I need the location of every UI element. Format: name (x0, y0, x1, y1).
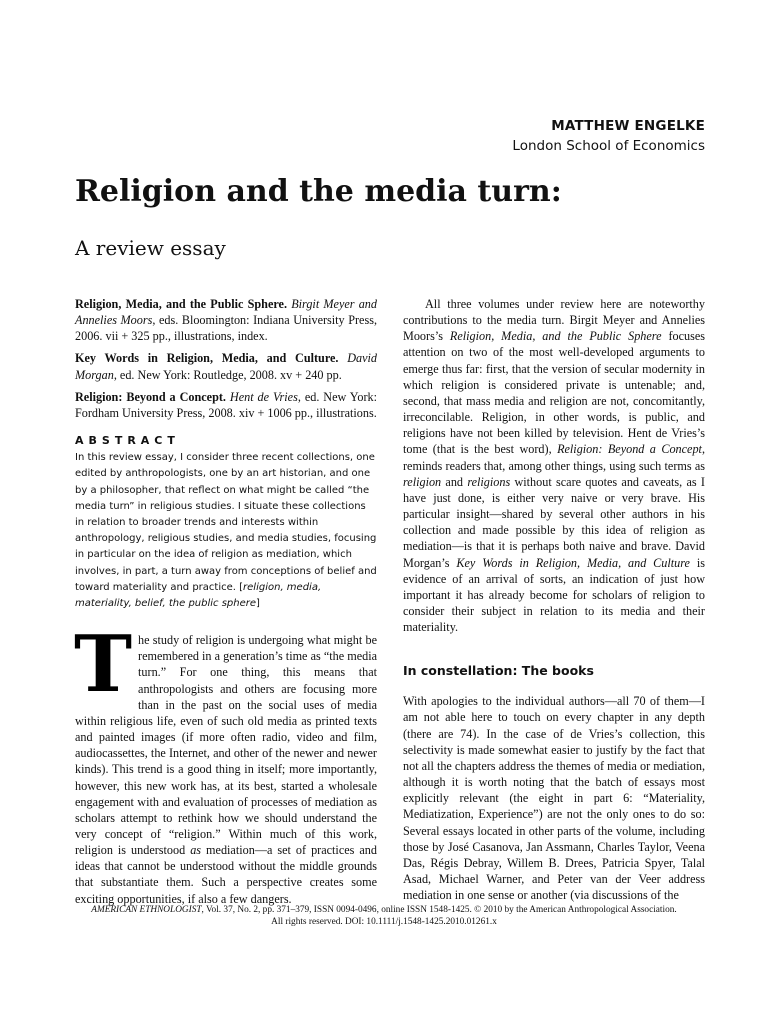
text-run: , reminds readers that, among other things, using such terms as (403, 442, 705, 473)
book-details: , ed. New York: Routledge, 2008. xv + 240 pp. (113, 367, 342, 382)
left-column (75, 296, 377, 907)
book-title-ref: Religion: Beyond a Concept (557, 442, 702, 457)
text-run: without scare quotes and caveats, as I have just done, is either very naive or very brave. His particular insight—shared by several other authors in his collection and made possible by this idea of religion as mediation—is that it is perhaps both naive and brave. David Morgan’s (403, 474, 705, 570)
intro-text-1: he study of religion is undergoing what might be remembered in a generation’s time as “the media turn.” For one thing, this means that anthropologists and others are focusing more than in the past on the social uses of media within religious life, even of such old media as printed texts and painted images (if more often radio, video and film, audiocassettes, the Internet, and other of the newer and newer kinds). This trend is a good thing in itself; more importantly, however, this new work has, at its best, started a wholesale engagement with and evaluation of processes of mediation as scholars attempt to rethink how we should understand the very concept of “religion.” Within much of this work, religion is understood (75, 633, 377, 858)
journal-name: AMERICAN ETHNOLOGIST (91, 905, 202, 915)
abstract-body: In this review essay, I consider three recent collections, one edited by anthropologists, one by an art historian, and one by a philosopher, that reflect on what might be called “the media turn” in religious studies. I situate these collections in relation to broader trends and interests within anthropology, religious studies, and media studies, focusing in particular on the idea of religion as mediation, which involves, in part, a turn away from conceptions of belief and toward materiality and practice. (75, 452, 377, 593)
drop-cap: T (74, 619, 133, 711)
right-column (403, 296, 705, 903)
emphasis: religion (403, 474, 442, 489)
article-subtitle: A review essay (75, 236, 226, 260)
book-title: Key Words in Religion, Media, and Culture. (75, 351, 339, 366)
book-title: Religion, Media, and the Public Sphere. (75, 297, 288, 311)
author-affiliation: London School of Economics (512, 138, 705, 154)
text-run: focuses attention on two of the most well-developed arguments to emerge thus far: first, that the version of secular modernity in which religion is considered private is untenable; and, second, that mass media and religion are not, concomitantly, irreconcilable. Religion, in other words, is public, and religions have not been killed by television. Hent de Vries’s tome (that is the best word), (403, 329, 705, 457)
book-editors: Hent de Vries (229, 389, 298, 404)
article-title: Religion and the media turn: (75, 174, 562, 209)
footer-citation (80, 905, 688, 917)
page-footer (80, 905, 688, 928)
author-name: MATTHEW ENGELKE (551, 118, 705, 134)
overview-paragraph (403, 296, 705, 635)
intro-emphasis: as (190, 843, 202, 858)
book-title: Religion: Beyond a Concept. (75, 389, 226, 404)
abstract-text: In this review essay, I consider three recent collections, one edited by anthropologists, one by an art historian, and one by a philosopher, that reflect on what might be called “the media turn” in religious studies. I situate these collections in relation to broader trends and interests within anthropology, religious studies, and media studies, focusing in particular on the idea of religion as mediation, which involves, in part, a turn away from conceptions of belief and toward materiality and practice. [religion, media, materiality, belief, the public sphere] (75, 452, 377, 609)
intro-paragraph (74, 619, 377, 907)
abstract-keywords: religion, media, materiality, belief, the public sphere (75, 581, 322, 609)
book-title-ref: Religion, Media, and the Public Sphere (449, 329, 662, 344)
book-editors: David Morgan (75, 351, 377, 382)
book-editors: Birgit Meyer and Annelies Moors (75, 297, 377, 328)
footer-rights: All rights reserved. DOI: 10.1111/j.1548-1425.2010.01261.x (271, 916, 497, 927)
book-entry (75, 389, 377, 421)
book-details: , eds. Bloomington: Indiana University Press, 2006. vii + 325 pp., illustrations, index. (75, 313, 377, 344)
book-entry (75, 350, 377, 382)
intro-text-2: mediation—a set of practices and ideas that cannot be understood without the middle grounds that substantiate them. Such a perspective creates some exciting opportunities, if also a few dangers. (75, 843, 377, 906)
emphasis: religions (467, 474, 511, 489)
text-run: All three volumes under review here are noteworthy contributions to the media turn. Birgit Meyer and Annelies Moors’s (403, 297, 705, 344)
book-entry (75, 296, 377, 344)
section-heading: In constellation: The books (403, 663, 594, 679)
text-run: is evidence of an arrival of sorts, an indication of just how important it has already become for scholars of religion to consider their subject in relation to its media and their materiality. (403, 555, 705, 635)
citation-details: , Vol. 37, No. 2, pp. 371–379, ISSN 0094-0496, online ISSN 1548-1425. © 2010 by the American Anthropological Association. (201, 905, 677, 915)
abstract-heading: ABSTRACT (75, 434, 180, 448)
author-block (512, 117, 705, 157)
section-paragraph: With apologies to the individual authors—all 70 of them—I am not able here to touch on every chapter in any depth (there are 74). In the case of de Vries’s collection, this selectivity is made somewhat easier to justify by the fact that not all the chapters address the themes of media or mediation, although it is worth noting that the batch of essays most explicitly relevant (the eight in part 6: “Materiality, Mediatization, Experience”) are not the only ones to do so: Several essays located in other parts of the volume, including those by José Casanova, Jan Assmann, Charles Taylor, Veena Das, Régis Debray, Willem B. Drees, Patricia Spyer, Talal Asad, Michael Warner, and Peter van der Veer address mediation in one sense or another (via discussions of the (403, 694, 705, 903)
text-run: and (441, 474, 468, 489)
book-details: , ed. New York: Fordham University Press, 2008. xiv + 1006 pp., illustrations. (75, 389, 378, 420)
book-title-ref: Key Words in Religion, Media, and Culture (456, 555, 690, 570)
